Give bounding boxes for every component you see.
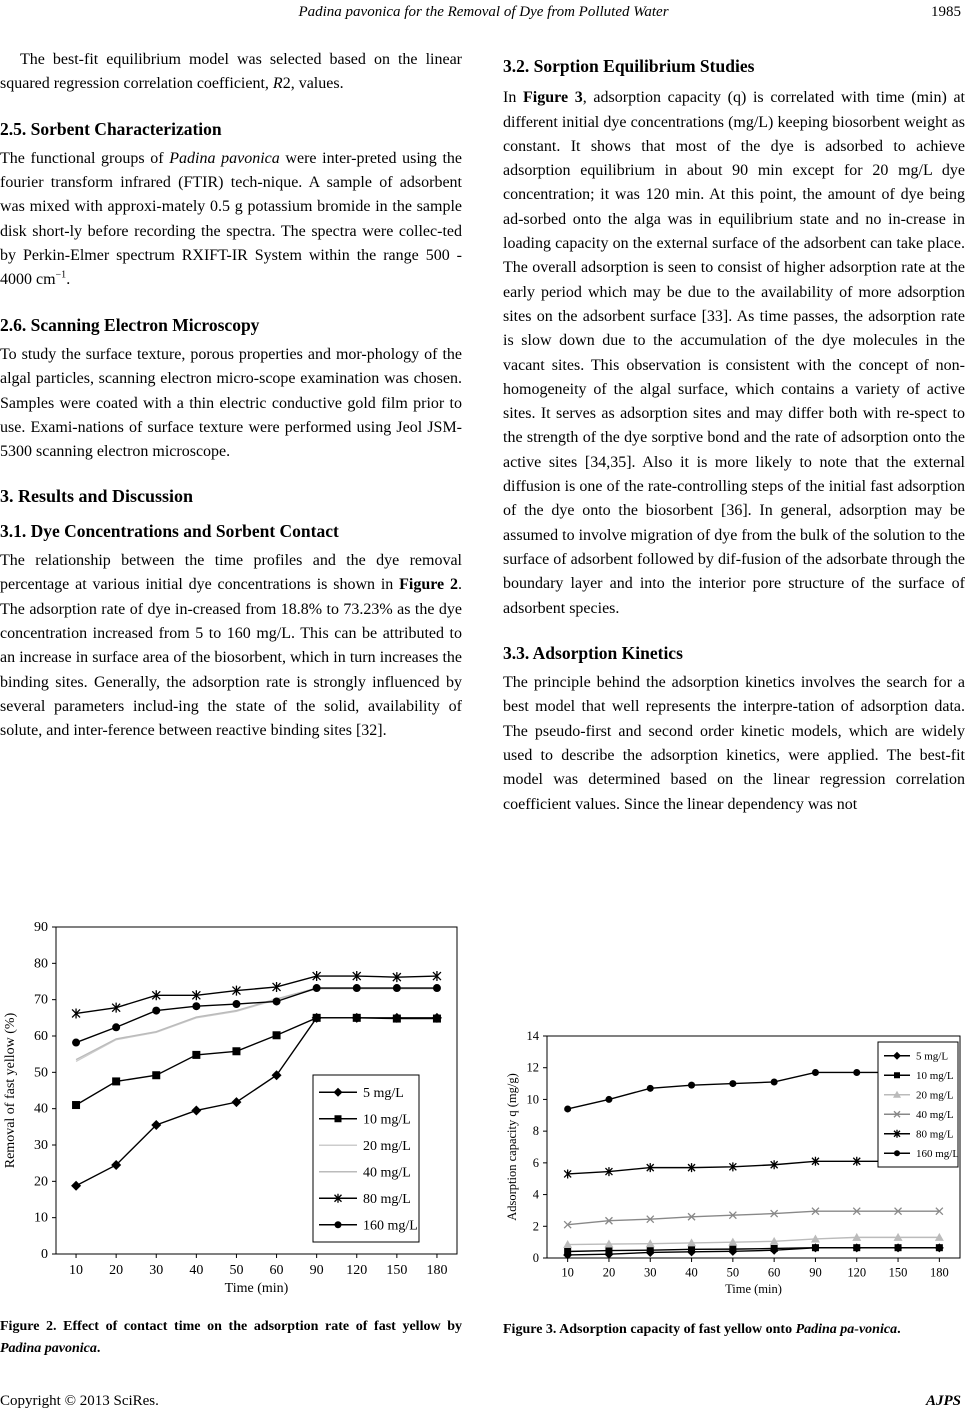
data-point (895, 1244, 902, 1251)
y-tick-label: 50 (34, 1065, 48, 1081)
y-tick-label: 4 (532, 1187, 539, 1202)
y-tick-label: 8 (532, 1124, 539, 1139)
data-point (647, 1085, 654, 1092)
series-line (76, 989, 437, 1062)
legend-label: 160 mg/L (916, 1147, 960, 1160)
data-point (72, 1039, 80, 1047)
x-tick-label: 50 (229, 1263, 244, 1278)
data-point (152, 1007, 160, 1015)
y-tick-label: 0 (41, 1247, 48, 1262)
x-tick-label: 90 (809, 1265, 822, 1280)
figure-3-chart (503, 1020, 965, 1310)
x-tick-label: 60 (269, 1263, 284, 1278)
x-tick-label: 120 (346, 1263, 368, 1278)
data-point (72, 1101, 80, 1109)
data-point (605, 1247, 612, 1254)
x-tick-label: 60 (767, 1265, 781, 1280)
page-footer (0, 1393, 967, 1413)
data-point (936, 1244, 943, 1251)
paragraph-2-6: To study the surface texture, porous properties and mor-phology of the algal particles, scanning electron micro-scope examination was chosen. Samples were coated with a thin electric conductive gold film prior to use. Exami-nations of surface texture were performed using Jeol JSM-5300 scanning electron microscope. (0, 345, 462, 461)
data-point (152, 1071, 160, 1079)
figure-2 (0, 915, 462, 1310)
legend-label: 5 mg/L (916, 1050, 949, 1063)
data-point (853, 1244, 860, 1251)
x-tick-label: 150 (386, 1263, 408, 1278)
data-point (232, 1047, 240, 1055)
y-tick-label: 10 (34, 1210, 48, 1226)
data-point (393, 984, 401, 992)
legend-marker (335, 1221, 342, 1228)
x-axis-label: Time (min) (224, 1281, 289, 1296)
data-point (273, 1031, 281, 1039)
figure-3 (503, 1020, 965, 1310)
data-point (71, 1181, 81, 1191)
y-axis-label: Removal of fast yellow (%) (3, 1012, 18, 1169)
series-20-mg-l (76, 989, 437, 1062)
data-point (393, 1015, 401, 1023)
data-point (564, 1248, 571, 1255)
y-axis-label: Adsorption capacity q (mg/g) (505, 1073, 519, 1221)
y-tick-label: 90 (34, 920, 48, 935)
x-tick-label: 30 (149, 1263, 164, 1278)
data-point (231, 1097, 241, 1107)
paragraph-3-3: The principle behind the adsorption kinetics involves the search for a best model that well represents the interpre-tation of adsorption data. The pseudo-first and second order kinetic models, which are widely used to describe the adsorption kinetics, were applied. The best-fit model was determined based on the linear regression correlation coefficient values. Since the linear dependency was not (503, 674, 965, 813)
data-point (812, 1069, 819, 1076)
intro-paragraph: The best-fit equilibrium model was selected based on the linear squared regression correlation coefficient, R2, values. (0, 51, 462, 93)
heading-3-1: 3.1. Dye Concentrations and Sorbent Contact (0, 520, 339, 541)
figure-2-caption: Figure 2. Effect of contact time on the adsorption rate of fast yellow by Padina pavonica. (0, 1319, 462, 1356)
legend-label: 10 mg/L (916, 1069, 954, 1082)
page-number: 1985 (931, 4, 961, 20)
heading-3: 3. Results and Discussion (0, 486, 194, 507)
data-point (313, 984, 321, 992)
heading-2-5: 2.5. Sorbent Characterization (0, 118, 222, 139)
x-tick-label: 10 (561, 1265, 574, 1280)
legend-label: 20 mg/L (363, 1138, 411, 1154)
x-tick-label: 150 (888, 1265, 908, 1280)
series-5-mg-l (563, 1243, 944, 1259)
y-tick-label: 12 (526, 1060, 539, 1075)
running-title-species: Padina pavonica (298, 4, 401, 20)
copyright: Copyright © 2013 SciRes. (0, 1393, 159, 1409)
data-point (192, 1051, 200, 1059)
right-column (503, 48, 965, 817)
series-line (76, 988, 437, 1060)
y-tick-label: 6 (532, 1155, 539, 1170)
series-80-mg-l (72, 971, 441, 1018)
legend-label: 160 mg/L (363, 1218, 418, 1234)
running-title (0, 4, 967, 21)
data-point (771, 1078, 778, 1085)
legend-label: 80 mg/L (363, 1191, 411, 1207)
data-point (433, 1015, 441, 1023)
legend-marker (894, 1072, 900, 1078)
x-tick-label: 30 (644, 1265, 657, 1280)
data-point (812, 1244, 819, 1251)
paragraph-2-5: The functional groups of Padina pavonica were inter-preted using the fourier transform infrared (FTIR) tech-nique. A sample of adsorbent was mixed with approxi-mately 0.5 g potassium bromide in the sample disk short-ly before recording the spectra. The spectra were collec-ted by Perkin-Elmer spectrum RXIFT-IR System within the range 500 - 4000 $cm^{-1}$. (0, 149, 463, 289)
legend-marker (894, 1150, 900, 1156)
data-point (688, 1246, 695, 1253)
running-header (0, 0, 967, 24)
legend-label: 20 mg/L (916, 1089, 954, 1102)
heading-2-6: 2.6. Scanning Electron Microscopy (0, 314, 260, 335)
series-40-mg-l (564, 1208, 943, 1228)
x-tick-label: 10 (69, 1263, 84, 1278)
series-line (568, 1237, 940, 1244)
figure-3-caption: Figure 3. Adsorption capacity of fast yellow onto Padina pa-vonica. (503, 1322, 901, 1337)
x-tick-label: 120 (847, 1265, 867, 1280)
y-tick-label: 70 (34, 992, 48, 1008)
data-point (112, 1023, 120, 1031)
x-tick-label: 20 (602, 1265, 616, 1280)
y-tick-label: 40 (34, 1101, 48, 1117)
data-point (771, 1245, 778, 1252)
data-point (729, 1246, 736, 1253)
figure-2-chart (0, 915, 462, 1310)
data-point (192, 1002, 200, 1010)
legend-label: 80 mg/L (916, 1128, 954, 1141)
data-point (647, 1247, 654, 1254)
y-tick-label: 60 (34, 1029, 48, 1044)
data-point (564, 1105, 571, 1112)
y-tick-label: 14 (526, 1029, 539, 1043)
running-title-rest: for the Removal of Dye from Polluted Water (400, 4, 669, 20)
data-point (729, 1080, 736, 1087)
series-line (76, 988, 437, 1043)
data-point (605, 1096, 612, 1103)
paragraph-3-2: In Figure 3, adsorption capacity (q) is correlated with time (min) at different initial dye concentrations (mg/L) keeping biosorbent weight as constant. It shows that most of the dye is adsorbed to achieve adsorption equilibrium in about 90 min except for 20 mg/L dye concentration; it was 120 min. At this point, the amount of dye being ad-sorbed onto the alga was in equilibrium state and no in-crease in loading capacity on the external surface of the adsorbent can take place. The overall adsorption is seen to consist of higher adsorption rate at the early period which may be due to the availability of more adsorption sites on the adsorbent surface [33]. As time passes, the adsorption rate is slow down due to the accumulation of the dye molecules in the vacant sites. This observation is consistent with the concept of non-homogeneity of the algal surface, which contains a variety of active sites. It serves as adsorption sites and may differ both with re-spect to the strength of the dye sorptive bond and the rate of adsorption onto the active sites [34,35]. Also it is more likely to note that the external diffusion is one of the rate-controlling steps of the initial fast adsorption of the dye onto the biosorbent [36]. In general, adsorption may be assumed to involve migration of dye from the bulk of the solution to the surface of adsorbent followed by dif-fusion of the adsorbate through the boundary layer and into the interior pore structure of the surface of adsorbent species. (503, 89, 965, 617)
data-point (433, 984, 441, 992)
journal-name: AJPS (925, 1393, 961, 1409)
y-tick-label: 0 (532, 1251, 539, 1265)
x-tick-label: 180 (426, 1263, 448, 1278)
x-tick-label: 40 (189, 1263, 204, 1278)
y-tick-label: 2 (532, 1219, 539, 1234)
x-tick-label: 90 (309, 1263, 324, 1278)
y-tick-label: 20 (34, 1174, 48, 1190)
legend-label: 40 mg/L (916, 1108, 954, 1121)
data-point (232, 1000, 240, 1008)
data-point (313, 1014, 321, 1022)
series-line (76, 976, 437, 1013)
x-axis-label: Time (min) (725, 1282, 782, 1296)
y-tick-label: 10 (526, 1092, 539, 1107)
heading-3-3: 3.3. Adsorption Kinetics (503, 642, 683, 663)
data-point (853, 1069, 860, 1076)
x-tick-label: 50 (726, 1265, 740, 1280)
series-20-mg-l (563, 1233, 944, 1248)
heading-3-2: 3.2. Sorption Equilibrium Studies (503, 56, 755, 76)
x-tick-label: 180 (929, 1265, 949, 1280)
paragraph-3-1: The relationship between the time profiles and the dye removal percentage at various initial dye concentrations is shown in Figure 2. The adsorption rate of dye in-creased from 18.8% to 73.23% as the dye concentration increased from 5 to 160 mg/L. This can be attributed to an increase in surface area of the biosorbent, which in turn increases the binding sites. Generally, the adsorption rate is strongly influenced by several parameters includ-ing the state of the solid, availability of solute, and inter-ference between reactive binding sites [32]. (0, 552, 462, 740)
series-40-mg-l (76, 988, 437, 1060)
data-point (273, 997, 281, 1005)
x-tick-label: 40 (685, 1265, 698, 1280)
legend-label: 5 mg/L (363, 1085, 404, 1101)
data-point (353, 1014, 361, 1022)
data-point (112, 1077, 120, 1085)
series-line (568, 1211, 940, 1224)
legend-label: 10 mg/L (363, 1112, 411, 1128)
y-tick-label: 80 (34, 956, 48, 972)
x-tick-label: 20 (109, 1263, 124, 1278)
left-column (0, 48, 462, 743)
y-tick-label: 30 (34, 1138, 48, 1153)
legend-label: 40 mg/L (363, 1165, 411, 1181)
data-point (688, 1082, 695, 1089)
data-point (353, 984, 361, 992)
data-point (272, 1070, 282, 1080)
legend-marker (335, 1115, 342, 1122)
data-point (191, 1105, 201, 1115)
